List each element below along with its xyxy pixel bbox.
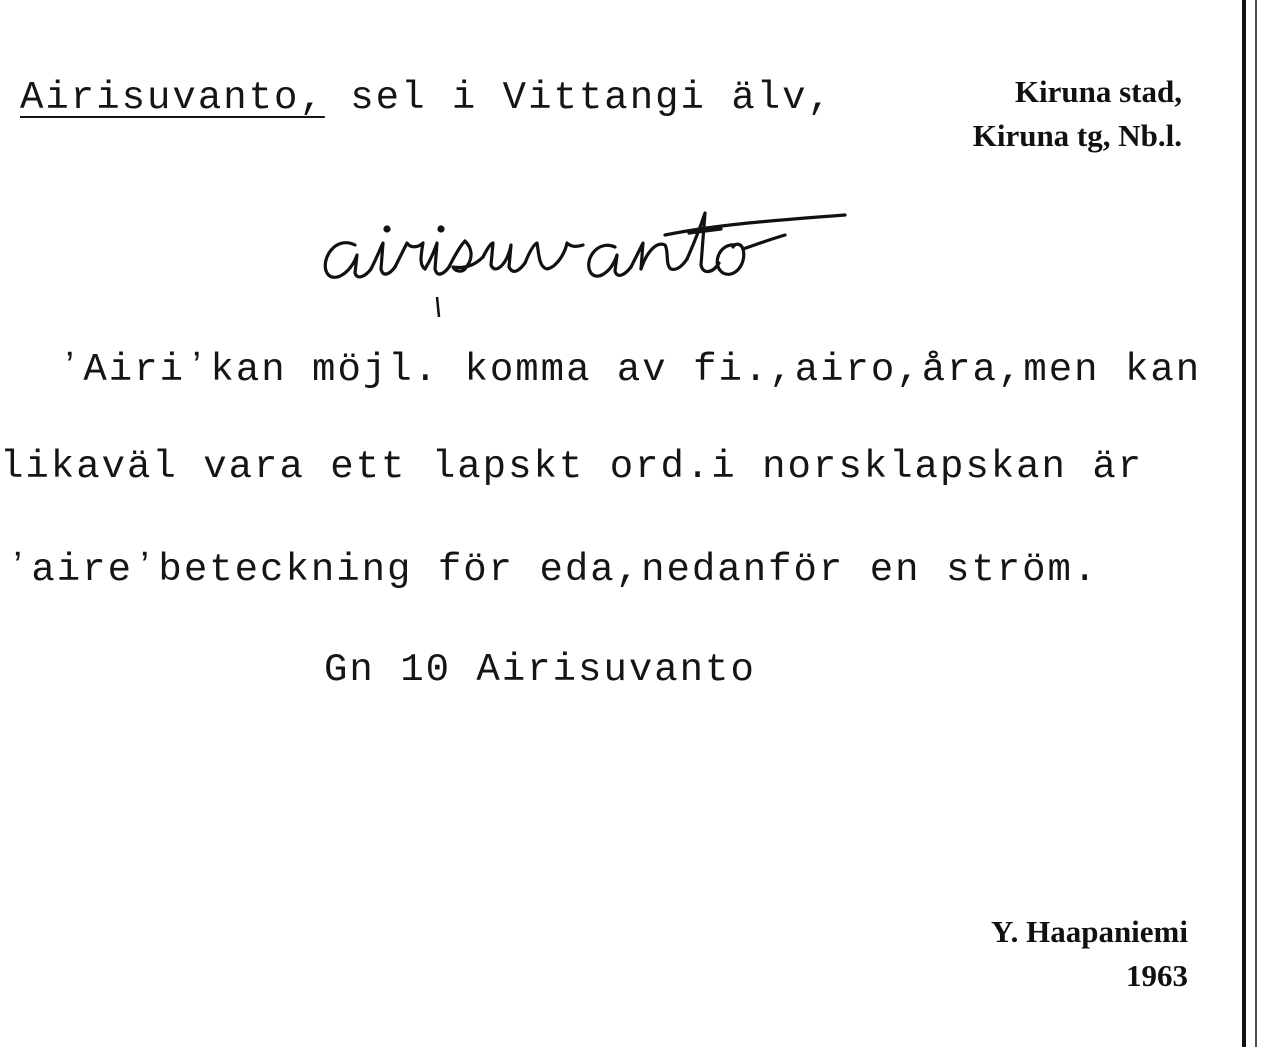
author: Y. Haapaniemi	[991, 914, 1188, 949]
etymology-line-2: likaväl vara ett lapskt ord.i norsklapskan är	[0, 445, 1144, 489]
etymology-line-1: ʼAiriʼkan möjl. komma av fi.,airo,åra,men kan	[58, 348, 1202, 392]
parish-county: Kiruna tg, Nb.l.	[972, 118, 1182, 153]
place-description: sel i Vittangi älv,	[324, 76, 833, 120]
headword: Airisuvanto,	[20, 76, 325, 120]
card-edge-line-outer	[1255, 0, 1257, 1047]
header-line	[20, 76, 833, 120]
reference: Gn 10 Airisuvanto	[324, 648, 756, 692]
handwritten-pronunciation	[315, 185, 965, 325]
year: 1963	[1126, 958, 1188, 993]
etymology-line-3: ʼaireʼbeteckning för eda,nedanför en ström.	[6, 548, 1099, 592]
municipality: Kiruna stad,	[1014, 74, 1182, 109]
card-edge-line	[1242, 0, 1246, 1047]
